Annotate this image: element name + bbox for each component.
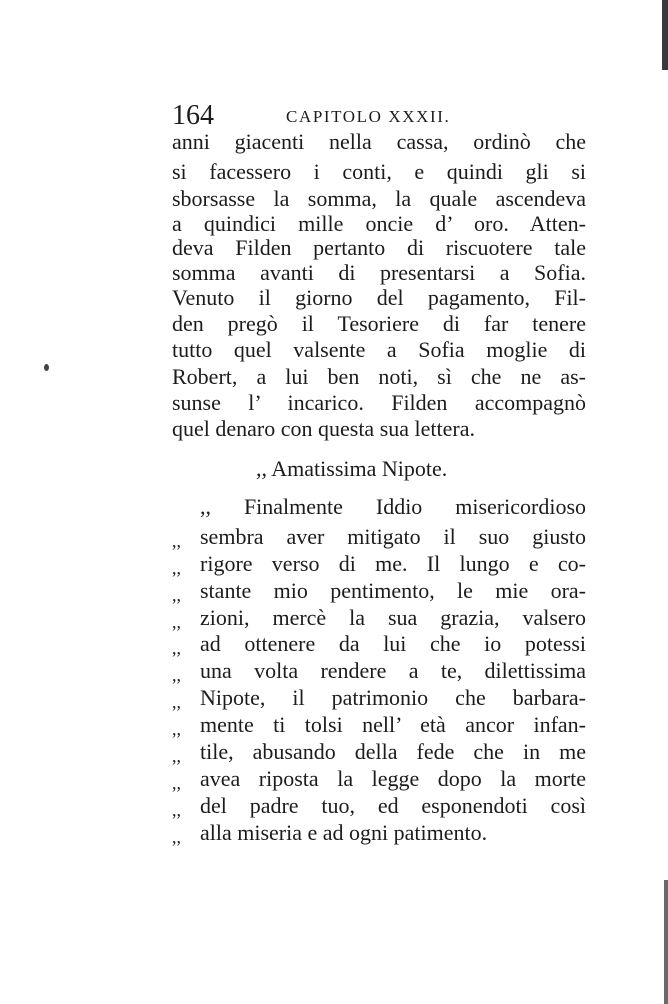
text-line: somma avanti di presentarsi a Sofia. <box>172 260 586 285</box>
quoted-line: tile, abusando della fede che in me <box>200 739 586 764</box>
quote-mark: ,, <box>172 531 181 551</box>
quoted-line: rigore verso di me. Il lungo e co- <box>200 551 586 576</box>
page-number: 164 <box>172 100 214 131</box>
quoted-line: mente ti tolsi nell’ età ancor infan- <box>200 712 586 737</box>
text-line: sunse l’ incarico. Filden accompagnò <box>172 390 586 415</box>
letter-opening-line: ,, Finalmente Iddio misericordioso <box>200 494 586 519</box>
letter-salutation: ,, Amatissima Nipote. <box>256 456 448 481</box>
text-line: tutto quel valsente a Sofia moglie di <box>172 337 586 362</box>
quote-mark: ,, <box>172 558 181 578</box>
page-edge-shadow-bottom <box>664 880 668 1004</box>
quoted-line: sembra aver mitigato il suo giusto <box>200 524 586 549</box>
text-line: a quindici mille oncie d’ oro. Atten- <box>172 211 586 236</box>
text-line: sborsasse la somma, la quale ascendeva <box>172 186 586 211</box>
quote-mark: ,, <box>172 612 181 632</box>
text-line: quel denaro con questa sua lettera. <box>172 416 475 441</box>
quoted-line: Nipote, il patrimonio che barbara- <box>200 685 586 710</box>
text-line: anni giacenti nella cassa, ordinò che <box>172 129 586 154</box>
quote-mark: ,, <box>172 665 181 685</box>
ink-speck <box>44 364 49 371</box>
quoted-line: zioni, mercè la sua grazia, valsero <box>200 605 586 630</box>
quote-mark: ,, <box>172 638 181 658</box>
quoted-line: avea riposta la legge dopo la morte <box>200 766 586 791</box>
quote-mark: ,, <box>172 827 181 847</box>
text-line: si facessero i conti, e quindi gli si <box>172 159 586 184</box>
text-line: den pregò il Tesoriere di far tenere <box>172 311 586 336</box>
quote-mark: ,, <box>172 773 181 793</box>
chapter-title: CAPITOLO XXXII. <box>286 107 451 126</box>
text-line: deva Filden pertanto di riscuotere tale <box>172 235 586 260</box>
quote-mark: ,, <box>172 585 181 605</box>
quote-mark: ,, <box>172 692 181 712</box>
quote-mark: ,, <box>172 719 181 739</box>
quoted-line: stante mio pentimento, le mie ora- <box>200 578 586 603</box>
quoted-line: del padre tuo, ed esponendoti così <box>200 793 586 818</box>
quoted-line: alla miseria e ad ogni patimento. <box>200 820 488 845</box>
quoted-line: ad ottenere da lui che io potessi <box>200 631 586 656</box>
text-line: Robert, a lui ben noti, sì che ne as- <box>172 364 586 389</box>
quote-mark: ,, <box>172 746 181 766</box>
text-line: Venuto il giorno del pagamento, Fil- <box>172 285 586 310</box>
quoted-line: una volta rendere a te, dilettissima <box>200 658 586 683</box>
quote-mark: ,, <box>172 800 181 820</box>
page-edge-shadow-top <box>662 0 668 70</box>
